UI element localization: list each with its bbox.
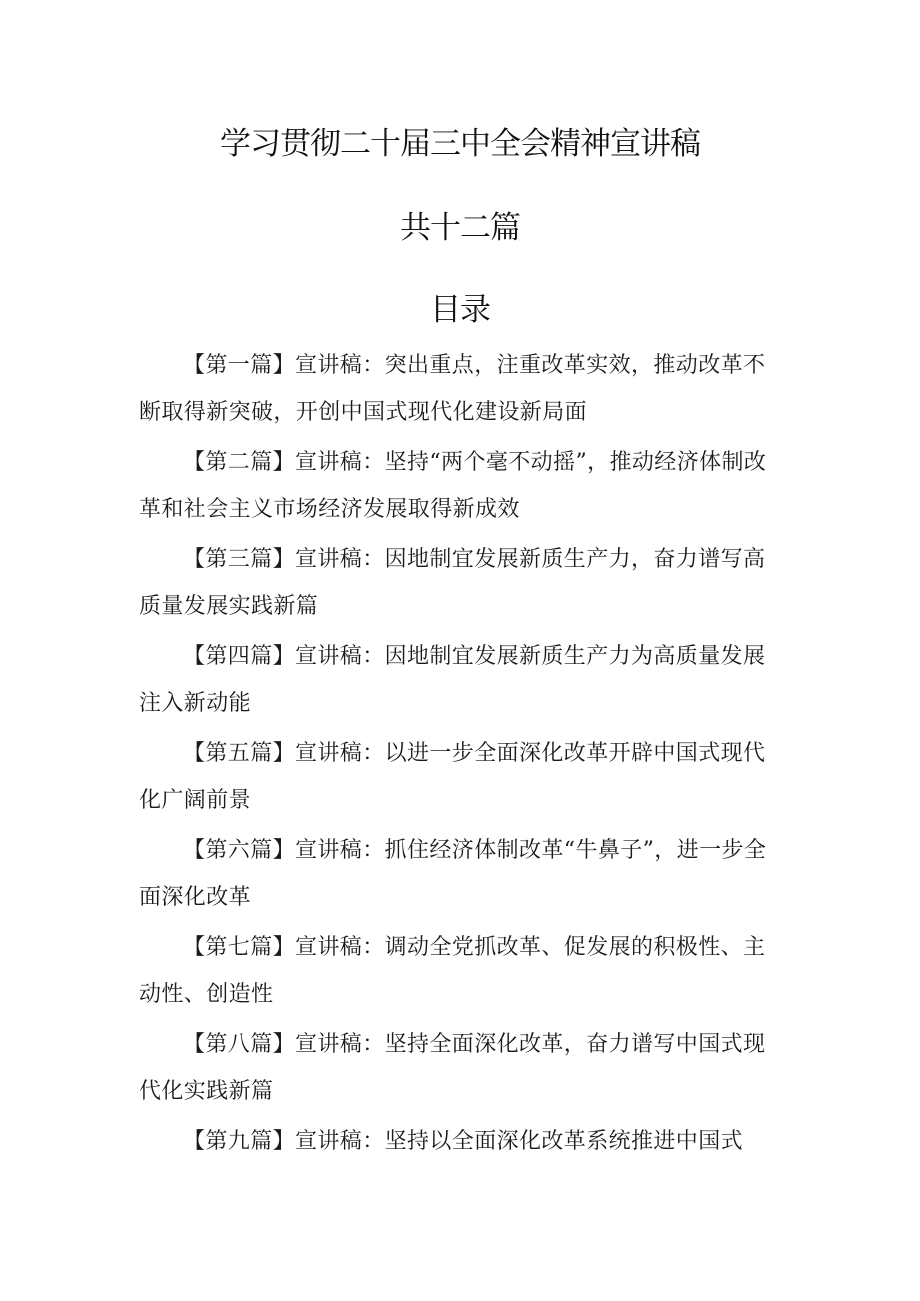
toc-item-2: 【第二篇】宣讲稿：坚持“两个毫不动摇”，推动经济体制改革和社会主义市场经济发展取得新成效 [139,450,767,522]
toc-item-8: 【第八篇】宣讲稿：坚持全面深化改革，奋力谱写中国式现代化实践新篇 [139,1032,766,1104]
toc-item-1: 【第一篇】宣讲稿：突出重点，注重改革实效，推动改革不断取得新突破，开创中国式现代化建设新局面 [139,353,766,425]
document-title: 学习贯彻二十届三中全会精神宣讲稿 [220,126,700,162]
toc-item-3: 【第三篇】宣讲稿：因地制宜发展新质生产力，奋力谱写高质量发展实践新篇 [139,547,766,619]
toc-item-6: 【第六篇】宣讲稿：抓住经济体制改革“牛鼻子”，进一步全面深化改革 [139,838,767,910]
toc-heading: 目录 [430,292,490,328]
toc-item-5: 【第五篇】宣讲稿：以进一步全面深化改革开辟中国式现代化广阔前景 [139,741,766,813]
toc-item-9: 【第九篇】宣讲稿：坚持以全面深化改革系统推进中国式 [183,1129,744,1154]
toc-item-4: 【第四篇】宣讲稿：因地制宜发展新质生产力为高质量发展注入新动能 [139,644,766,716]
document-subtitle: 共十二篇 [400,210,520,246]
toc-item-7: 【第七篇】宣讲稿：调动全党抓改革、促发展的积极性、主动性、创造性 [139,935,766,1007]
table-of-contents [139,342,779,1168]
